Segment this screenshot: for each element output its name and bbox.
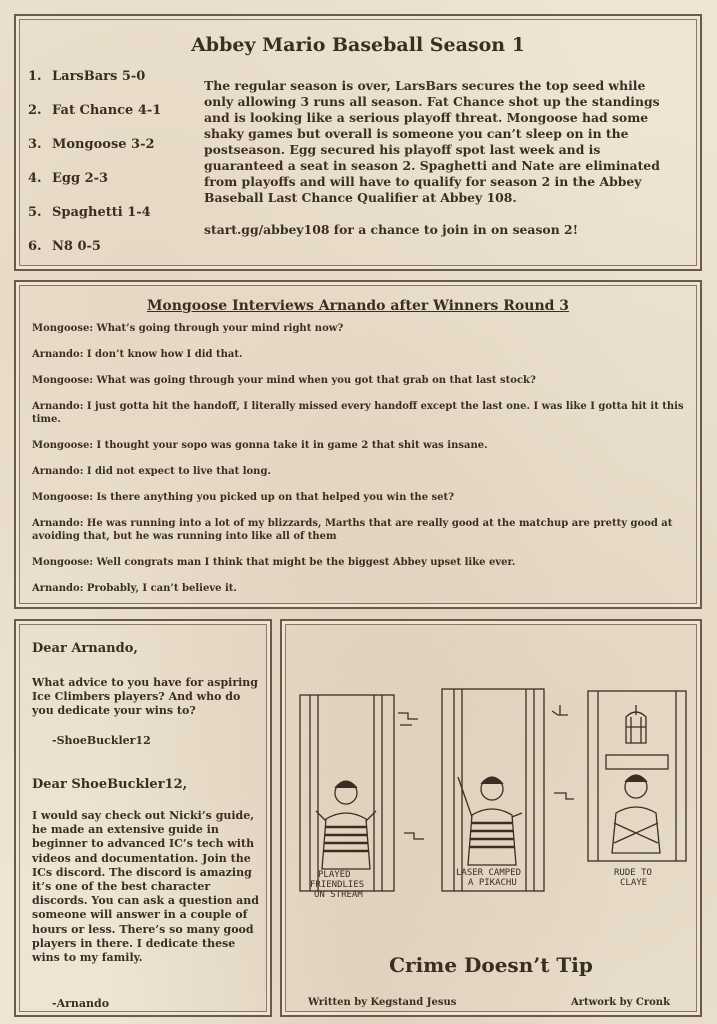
comic-cell-2 xyxy=(442,689,544,891)
season-recap-text: The regular season is over, LarsBars secures the top seed while only allowing 3 runs all season. Fat Chance shot up the standings and is looking like a serious playoff threat. Mongoose had some shaky games but overall is someone you can’t sleep on in the postseason. Egg secured his playoff spot last week and is guaranteed a seat in season 2. Spaghetti and Nate are eliminated from playoffs and will have to qualify for season 2 in the Abbey Baseball Last Chance Qualifier at Abbey 108. xyxy=(204,78,660,205)
comic-caption-3: RUDE TO CLAYE xyxy=(614,868,652,888)
reader-signature: -ShoeBuckler12 xyxy=(52,734,151,747)
comic-panel xyxy=(280,619,702,1017)
comic-cell-1 xyxy=(300,695,394,891)
reply-answer: I would say check out Nicki’s guide, he made an extensive guide in beginner to advanced IC’s tech with videos and documentation. Join the ICs discord. The discord is amazing it’s one of the best character discords. You can ask a question and someone will answer in a couple of hours or less. There’s so many good players in there. I dedicate these wins to my family. xyxy=(32,809,259,965)
interview-title: Mongoose Interviews Arnando after Winners Round 3 xyxy=(146,298,570,314)
interview-line: Arnando: I just gotta hit the handoff, I literally missed every handoff except the last one. I was like I gotta hit it this time. xyxy=(32,401,684,425)
interview-line: Mongoose: What’s going through your mind right now? xyxy=(32,323,344,334)
season-recap-panel xyxy=(14,14,702,271)
interview-line: Arnando: I did not expect to live that long. xyxy=(32,466,271,477)
standings-item: 4. Egg 2-3 xyxy=(28,171,109,186)
comic-caption-2: LASER CAMPED A PIKACHU xyxy=(456,868,522,888)
advice-column-panel xyxy=(14,619,272,1017)
interview-line: Mongoose: Is there anything you picked up on that helped you win the set? xyxy=(32,492,455,503)
interview-transcript xyxy=(32,322,692,608)
interview-line: Mongoose: What was going through your mind when you got that grab on that last stock? xyxy=(32,375,536,386)
standings-item: 1. LarsBars 5-0 xyxy=(28,69,146,84)
season-title: Abbey Mario Baseball Season 1 xyxy=(191,34,525,56)
interview-line: Arnando: He was running into a lot of my blizzards, Marths that are really good at the matchup are pretty good at avoiding that, but he was running into like all of them xyxy=(32,518,673,542)
standings-item: 5. Spaghetti 1-4 xyxy=(28,205,151,220)
reader-question: What advice to you have for aspiring Ice Climbers players? And who do you dedicate your wins to? xyxy=(32,676,258,718)
signup-link-text: start.gg/abbey108 for a chance to join in on season 2! xyxy=(204,222,579,237)
interview-line: Mongoose: I thought your sopo was gonna take it in game 2 that shit was insane. xyxy=(32,440,488,451)
standings-item: 3. Mongoose 3-2 xyxy=(28,137,155,152)
artist-credit: Artwork by Cronk xyxy=(571,997,670,1008)
interview-panel xyxy=(14,280,702,609)
standings-item: 2. Fat Chance 4-1 xyxy=(28,103,162,118)
interview-line: Mongoose: Well congrats man I think that might be the biggest Abbey upset like ever. xyxy=(32,557,516,568)
reply-greeting: Dear ShoeBuckler12, xyxy=(32,777,188,792)
comic-title: Crime Doesn’t Tip xyxy=(389,953,593,977)
writer-credit: Written by Kegstand Jesus xyxy=(308,997,457,1008)
letter-greeting: Dear Arnando, xyxy=(32,641,138,656)
comic-caption-1: PLAYED FRIENDLIES ON STREAM xyxy=(310,870,365,900)
interview-line: Arnando: I don’t know how I did that. xyxy=(32,349,243,360)
interview-line: Arnando: Probably, I can’t believe it. xyxy=(32,583,237,594)
comic-cell-3 xyxy=(588,691,686,861)
reply-signature: -Arnando xyxy=(52,997,110,1010)
standings-list xyxy=(28,68,161,272)
comic-strip xyxy=(296,683,690,915)
standings-item: 6. N8 0-5 xyxy=(28,239,101,254)
